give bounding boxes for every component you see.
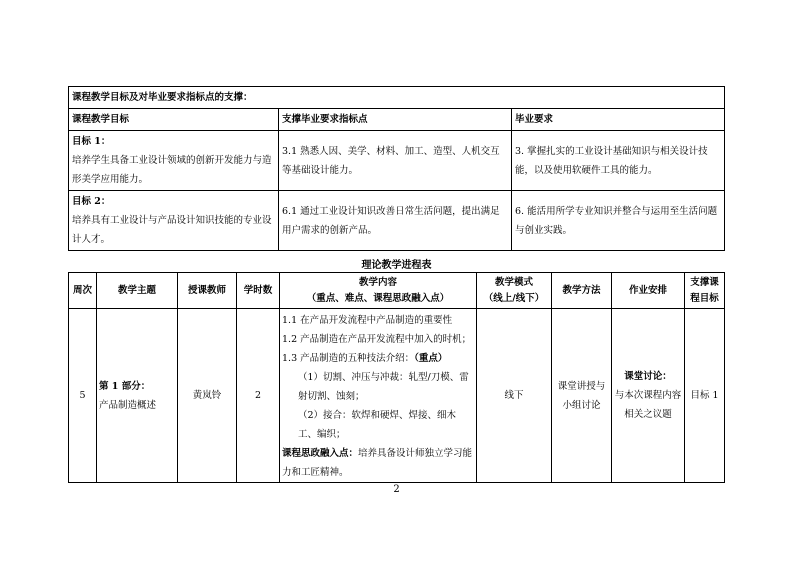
row-assignment [612,309,685,483]
header-method: 教学方法 [552,273,612,309]
content-l4: （1）切割、冲压与冲裁：轧型/刀模、雷射切割、蚀刻； [298,372,469,402]
header-teacher: 授课教师 [178,273,237,309]
content-l3-key: （重点） [414,353,448,364]
header-topic: 教学主题 [97,273,178,309]
goal-1-label: 目标 1： [72,136,111,147]
content-l3 [282,349,474,368]
content-l6 [282,444,474,482]
indicator-2: 6.1 通过工业设计知识改善日常生活问题，提出满足用户需求的创新产品。 [279,191,512,251]
row-support: 目标 1 [685,309,725,483]
row-topic-text: 产品制造概述 [99,399,157,411]
content-l6-label: 课程思政融入点： [282,448,359,459]
row-content [280,309,477,483]
row-topic-label: 第 1 部分： [99,380,151,392]
header-support-l2: 程目标 [690,292,719,304]
requirement-2: 6. 能活用所学专业知识并整合与运用至生活问题与创业实践。 [512,191,725,251]
header-mode-l2: （线上/线下） [483,292,545,304]
header-content-l1: 教学内容 [358,276,397,288]
schedule-table [68,272,725,483]
goal-2-label: 目标 2： [72,196,111,207]
schedule-title: 理论教学进程表 [361,260,432,271]
row-week: 5 [69,309,97,483]
row-hours: 2 [237,309,280,483]
indicator-1: 3.1 熟悉人因、美学、材料、加工、造型、人机交互等基础设计能力。 [279,131,512,191]
goal-2-cell [69,191,279,251]
goal-1-cell [69,131,279,191]
row-assignment-label: 课堂讨论： [624,371,672,382]
header-requirement: 毕业要求 [512,109,725,131]
header-indicator: 支撑毕业要求指标点 [279,109,512,131]
row-teacher: 黄岚铃 [178,309,237,483]
header-content [280,273,477,309]
objectives-table [68,86,725,251]
header-support [685,273,725,309]
header-week: 周次 [69,273,97,309]
header-assignment: 作业安排 [612,273,685,309]
objectives-title: 课程教学目标及对毕业要求指标点的支撑： [69,87,725,109]
header-goal: 课程教学目标 [69,109,279,131]
requirement-1: 3. 掌握扎实的工业设计基础知识与相关设计技能，以及使用软硬件工具的能力。 [512,131,725,191]
row-mode: 线下 [477,309,552,483]
header-mode [477,273,552,309]
content-l3-text: 1.3 产品制造的五种技法介绍： [282,353,415,364]
content-l5: （2）接合：软焊和硬焊、焊接、细木工、编织； [298,410,457,440]
header-hours: 学时数 [237,273,280,309]
header-content-l2: （重点、难点、课程思政融入点） [306,292,450,304]
row-method: 课堂讲授与小组讨论 [552,309,612,483]
content-l6-text: 培养具备设计师独立学习能力和工匠精神。 [282,448,473,478]
row-topic [97,309,178,483]
goal-2-text: 培养具有工业设计与产品设计知识技能的专业设计人才。 [72,215,272,245]
content-l2: 1.2 产品制造在产品开发流程中加入的时机； [282,334,472,345]
goal-1-text: 培养学生具备工业设计领域的创新开发能力与造形美学应用能力。 [72,155,272,185]
page-number: 2 [393,484,400,495]
row-assignment-text: 与本次课程内容相关之议题 [614,390,682,420]
header-support-l1: 支撑课 [690,276,719,288]
header-mode-l1: 教学模式 [494,276,533,288]
content-l1: 1.1 在产品开发流程中产品制造的重要性 [282,315,453,326]
